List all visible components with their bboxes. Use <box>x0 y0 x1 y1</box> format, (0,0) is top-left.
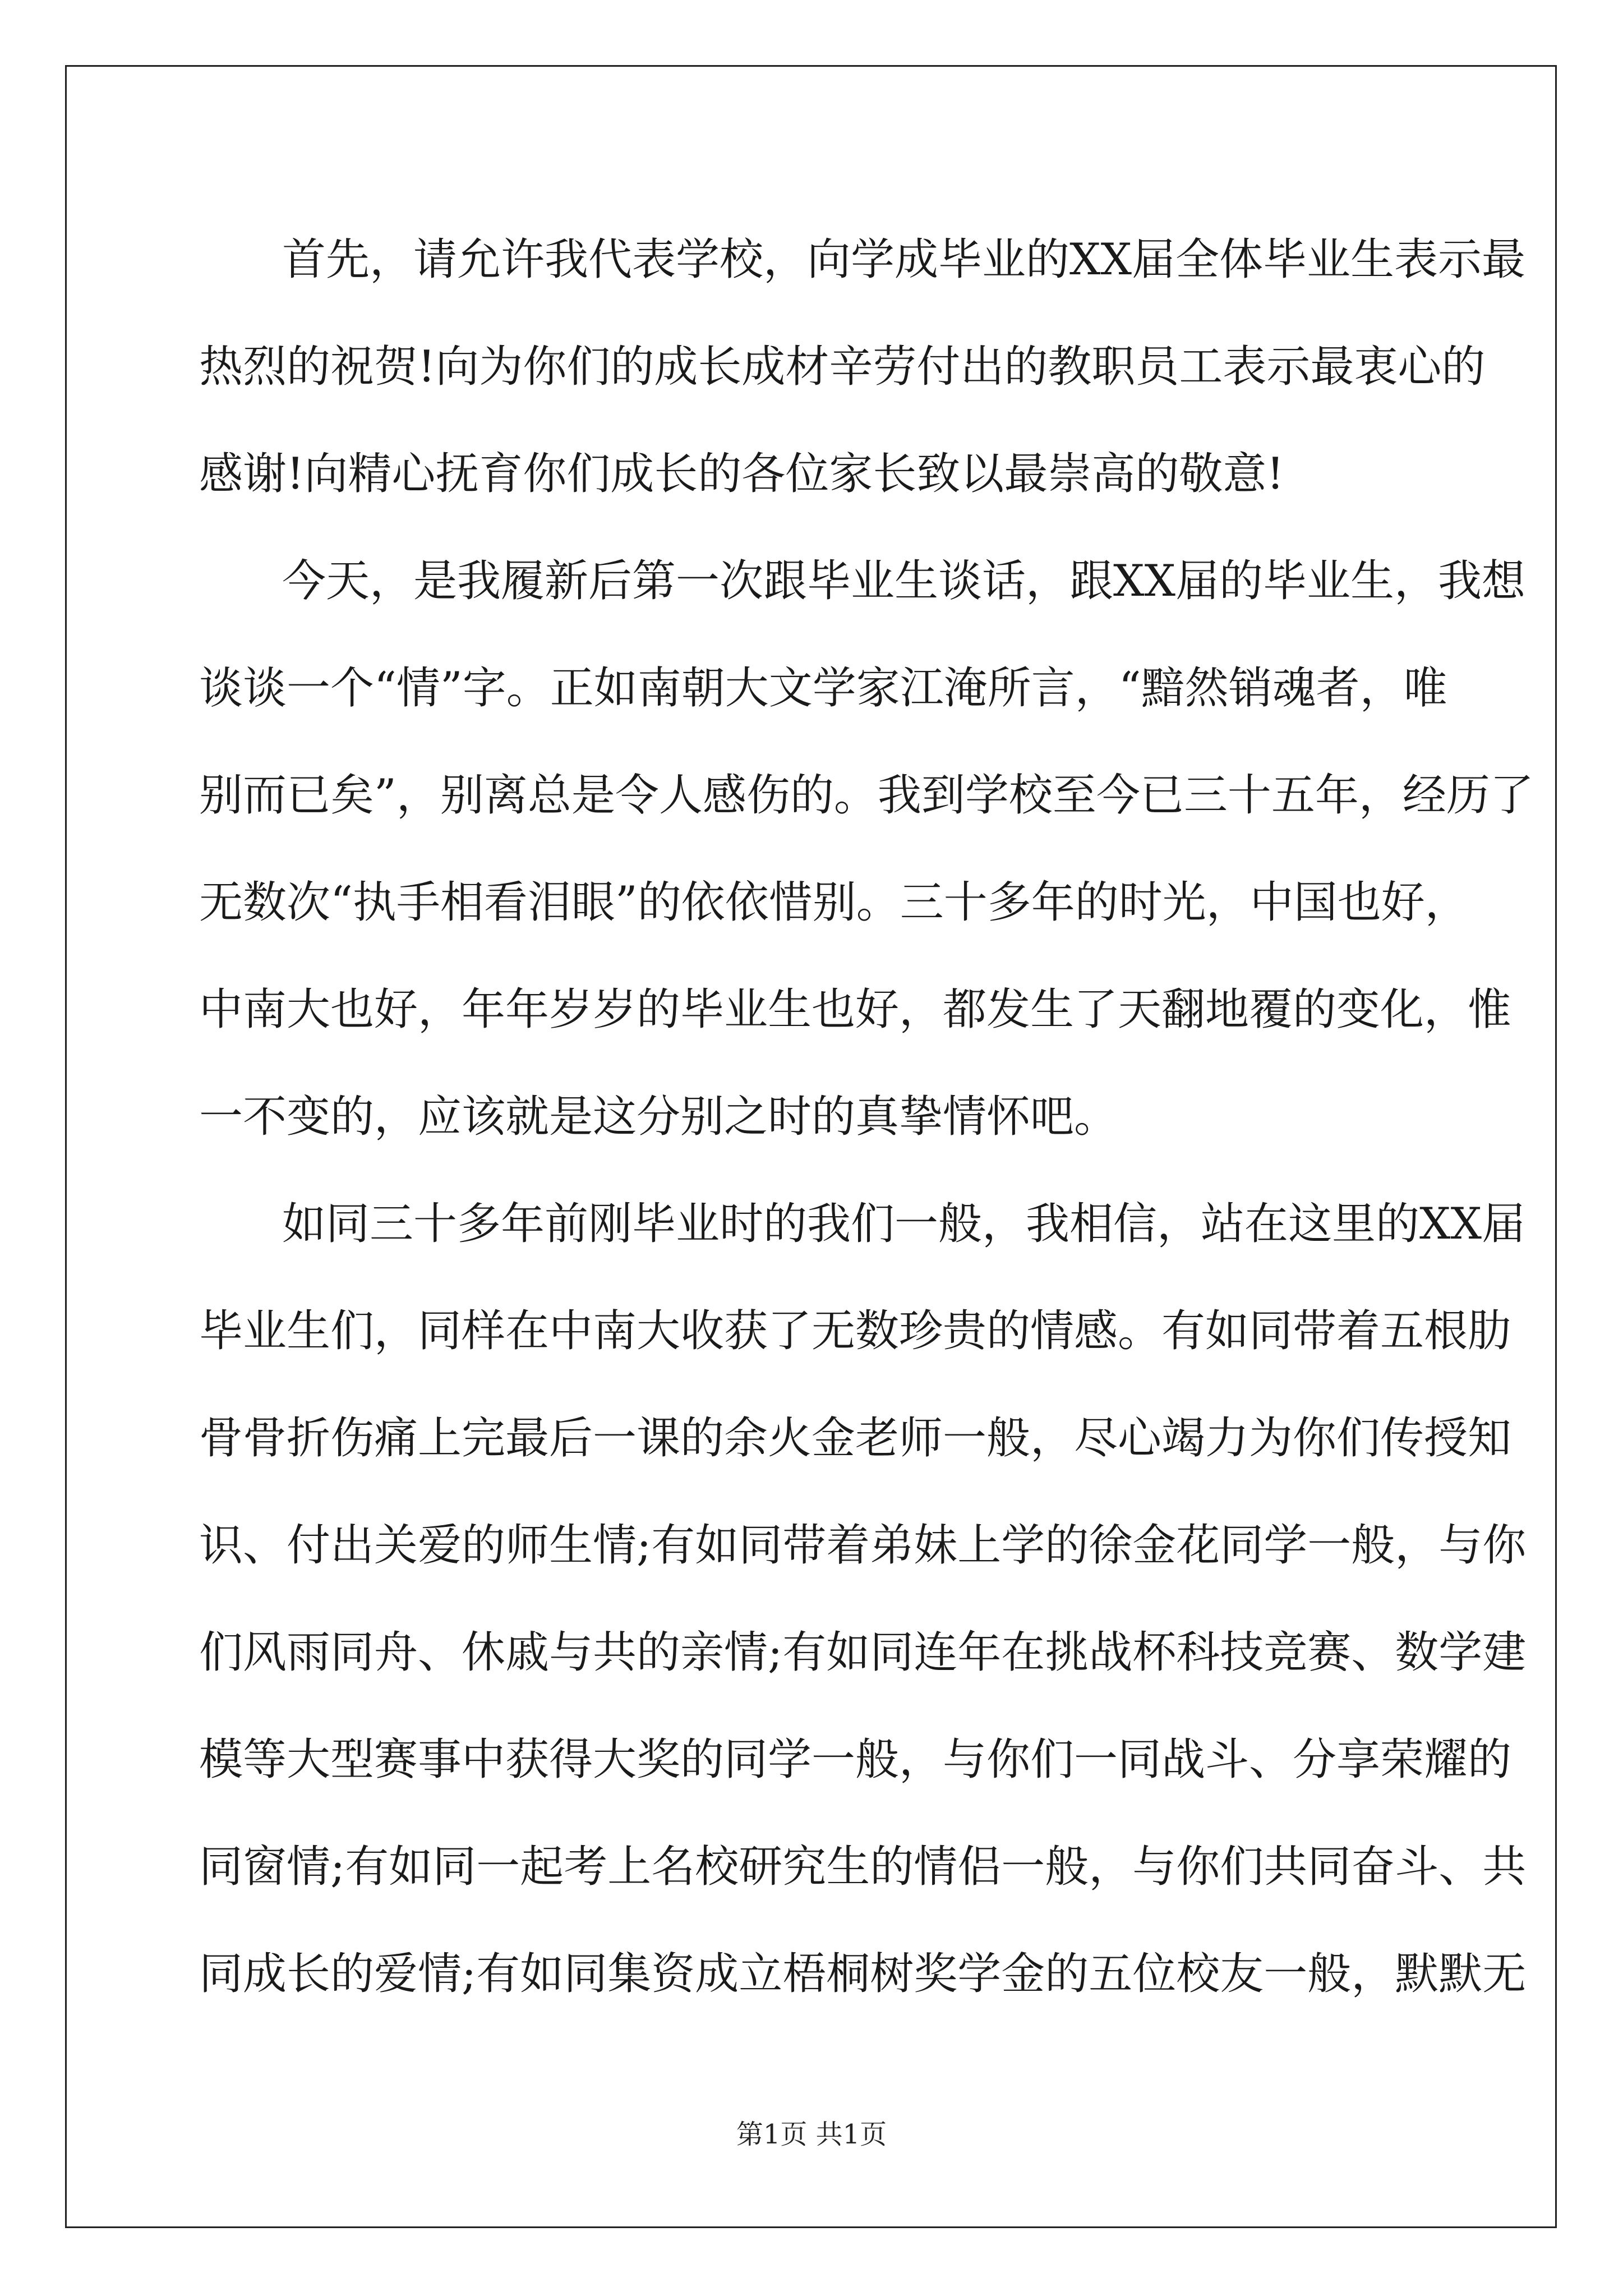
paragraph-1-line-1: 首先，请允许我代表学校，向学成毕业的XX届全体毕业生表示最 <box>282 234 1526 285</box>
paragraph-3-line-8: 同成长的爱情;有如同集资成立梧桐树奖学金的五位校友一般，默默无 <box>199 1949 1527 1999</box>
page-number-footer: 第1页 共1页 <box>736 2119 887 2150</box>
paragraph-2-line-3: 别而已矣”，别离总是令人感伤的。我到学校至今已三十五年，经历了 <box>199 770 1534 821</box>
paragraph-3-line-2: 毕业生们，同样在中南大收获了无数珍贵的情感。有如同带着五根肋 <box>199 1306 1512 1356</box>
paragraph-1-line-2: 热烈的祝贺!向为你们的成长成材辛劳付出的教职员工表示最衷心的 <box>199 342 1486 392</box>
paragraph-3-line-6: 模等大型赛事中获得大奖的同学一般，与你们一同战斗、分享荣耀的 <box>199 1734 1512 1785</box>
paragraph-2-line-5: 中南大也好，年年岁岁的毕业生也好，都发生了天翻地覆的变化，惟 <box>199 984 1512 1035</box>
document-body <box>199 206 1534 2028</box>
paragraph-3-line-7: 同窗情;有如同一起考上名校研究生的情侣一般，与你们共同奋斗、共 <box>199 1842 1527 1892</box>
paragraph-3-line-4: 识、付出关爱的师生情;有如同带着弟妹上学的徐金花同学一般，与你 <box>199 1520 1527 1571</box>
paragraph-3-line-5: 们风雨同舟、休戚与共的亲情;有如同连年在挑战杯科技竞赛、数学建 <box>199 1627 1527 1678</box>
paragraph-2-line-2: 谈谈一个“情”字。正如南朝大文学家江淹所言，“黯然销魂者，唯 <box>199 663 1447 714</box>
paragraph-2-line-6: 一不变的，应该就是这分别之时的真挚情怀吧。 <box>199 1092 1118 1142</box>
paragraph-2-line-1: 今天，是我履新后第一次跟毕业生谈话，跟XX届的毕业生，我想 <box>282 556 1526 606</box>
paragraph-3-line-1: 如同三十多年前刚毕业时的我们一般，我相信，站在这里的XX届 <box>282 1199 1526 1249</box>
paragraph-3-line-3: 骨骨折伤痛上完最后一课的余火金老师一般，尽心竭力为你们传授知 <box>199 1413 1512 1464</box>
paragraph-2-line-4: 无数次“执手相看泪眼”的依依惜别。三十多年的时光，中国也好， <box>199 877 1469 928</box>
paragraph-1-line-3: 感谢!向精心抚育你们成长的各位家长致以最崇高的敬意! <box>199 449 1284 499</box>
